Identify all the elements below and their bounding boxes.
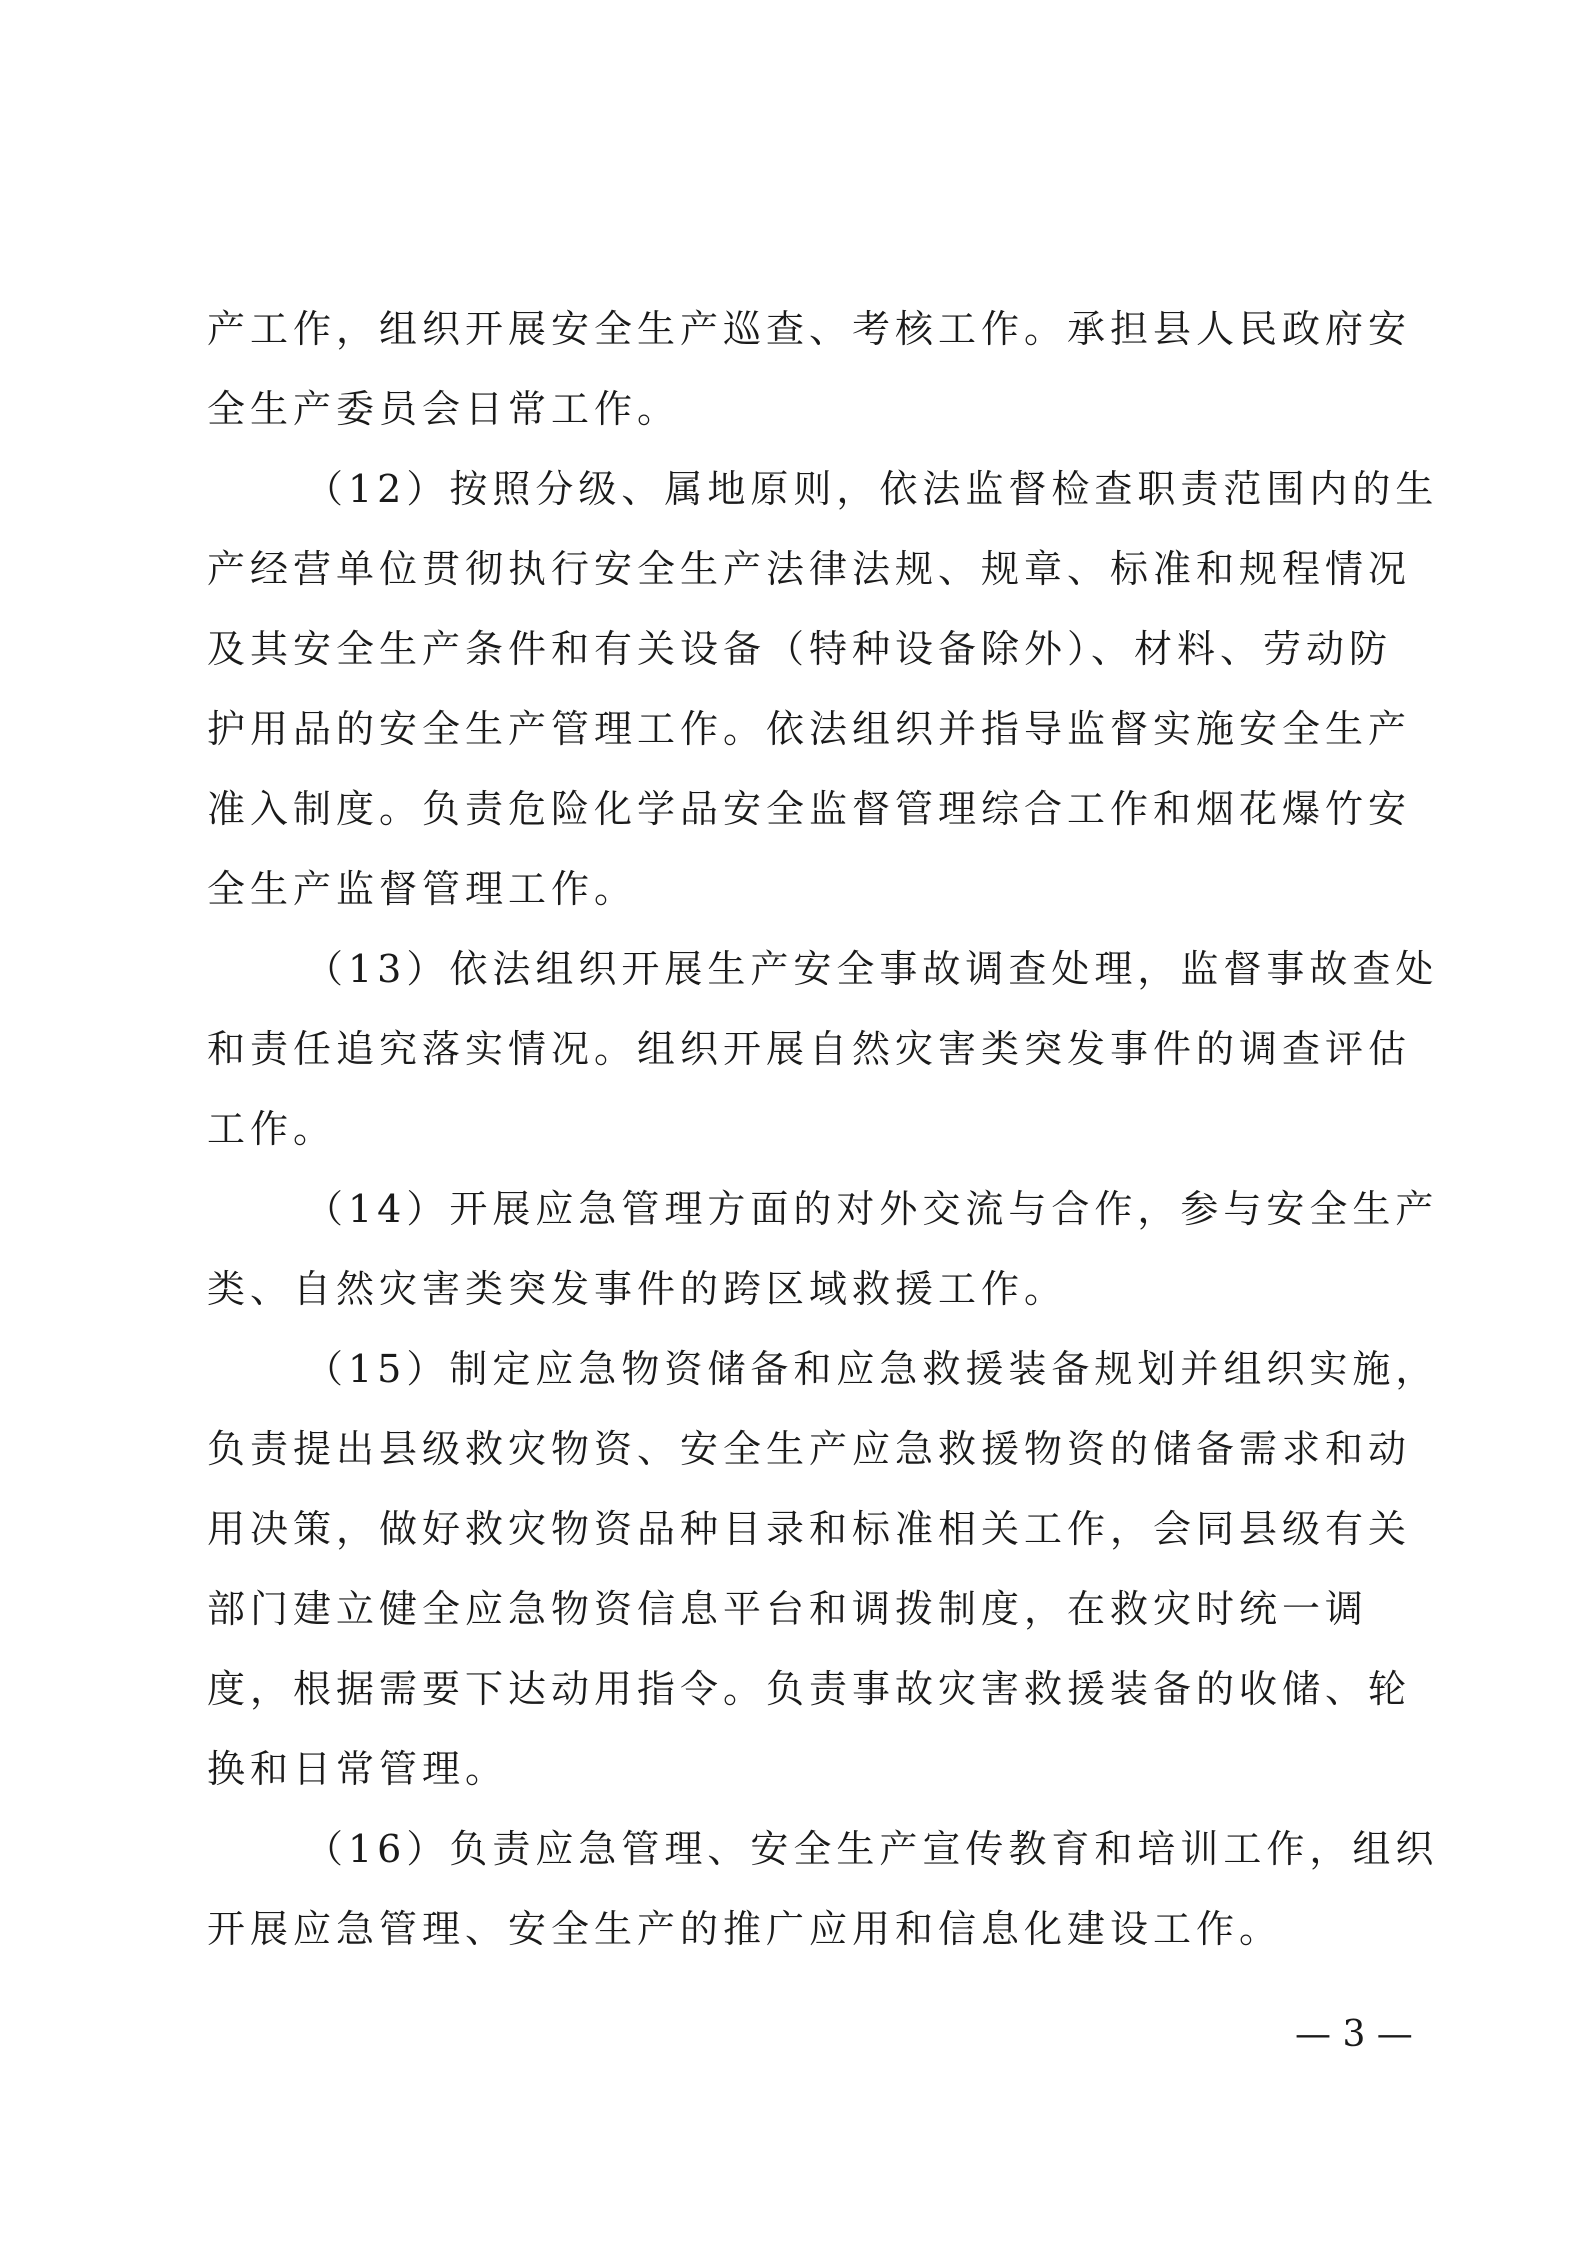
text-line: 换和日常管理。 — [207, 1747, 509, 1791]
text-line: 及其安全生产条件和有关设备（特种设备除外）、材料、劳动防 — [207, 627, 1393, 671]
text-line: 和责任追究落实情况。组织开展自然灾害类突发事件的调查评估 — [207, 1027, 1412, 1071]
paragraph-14-start: （14）开展应急管理方面的对外交流与合作，参与安全生产 — [305, 1187, 1439, 1231]
text-line: 工作。 — [207, 1107, 337, 1151]
text-line: 全生产委员会日常工作。 — [207, 387, 681, 431]
text-line: 产经营单位贯彻执行安全生产法律法规、规章、标准和规程情况 — [207, 547, 1412, 591]
text-line: 准入制度。负责危险化学品安全监督管理综合工作和烟花爆竹安 — [207, 787, 1412, 831]
text-line: 用决策，做好救灾物资品种目录和标准相关工作，会同县级有关 — [207, 1507, 1412, 1551]
paragraph-12-start: （12）按照分级、属地原则，依法监督检查职责范围内的生 — [305, 467, 1439, 511]
text-line: 类、自然灾害类突发事件的跨区域救援工作。 — [207, 1267, 1068, 1311]
paragraph-16-start: （16）负责应急管理、安全生产宣传教育和培训工作，组织 — [305, 1827, 1439, 1871]
text-line: 负责提出县级救灾物资、安全生产应急救援物资的储备需求和动 — [207, 1427, 1412, 1471]
paragraph-13-start: （13）依法组织开展生产安全事故调查处理，监督事故查处 — [305, 947, 1439, 991]
text-line: 度，根据需要下达动用指令。负责事故灾害救援装备的收储、轮 — [207, 1667, 1412, 1711]
paragraph-15-start: （15）制定应急物资储备和应急救援装备规划并组织实施， — [305, 1347, 1439, 1391]
text-line: 部门建立健全应急物资信息平台和调拨制度，在救灾时统一调 — [207, 1587, 1369, 1631]
page-number: — 3 — — [1295, 2014, 1413, 2055]
text-line: 开展应急管理、安全生产的推广应用和信息化建设工作。 — [207, 1907, 1283, 1951]
text-line: 护用品的安全生产管理工作。依法组织并指导监督实施安全生产 — [207, 707, 1412, 751]
text-line: 全生产监督管理工作。 — [207, 867, 638, 911]
text-line: 产工作，组织开展安全生产巡查、考核工作。承担县人民政府安 — [207, 307, 1412, 351]
